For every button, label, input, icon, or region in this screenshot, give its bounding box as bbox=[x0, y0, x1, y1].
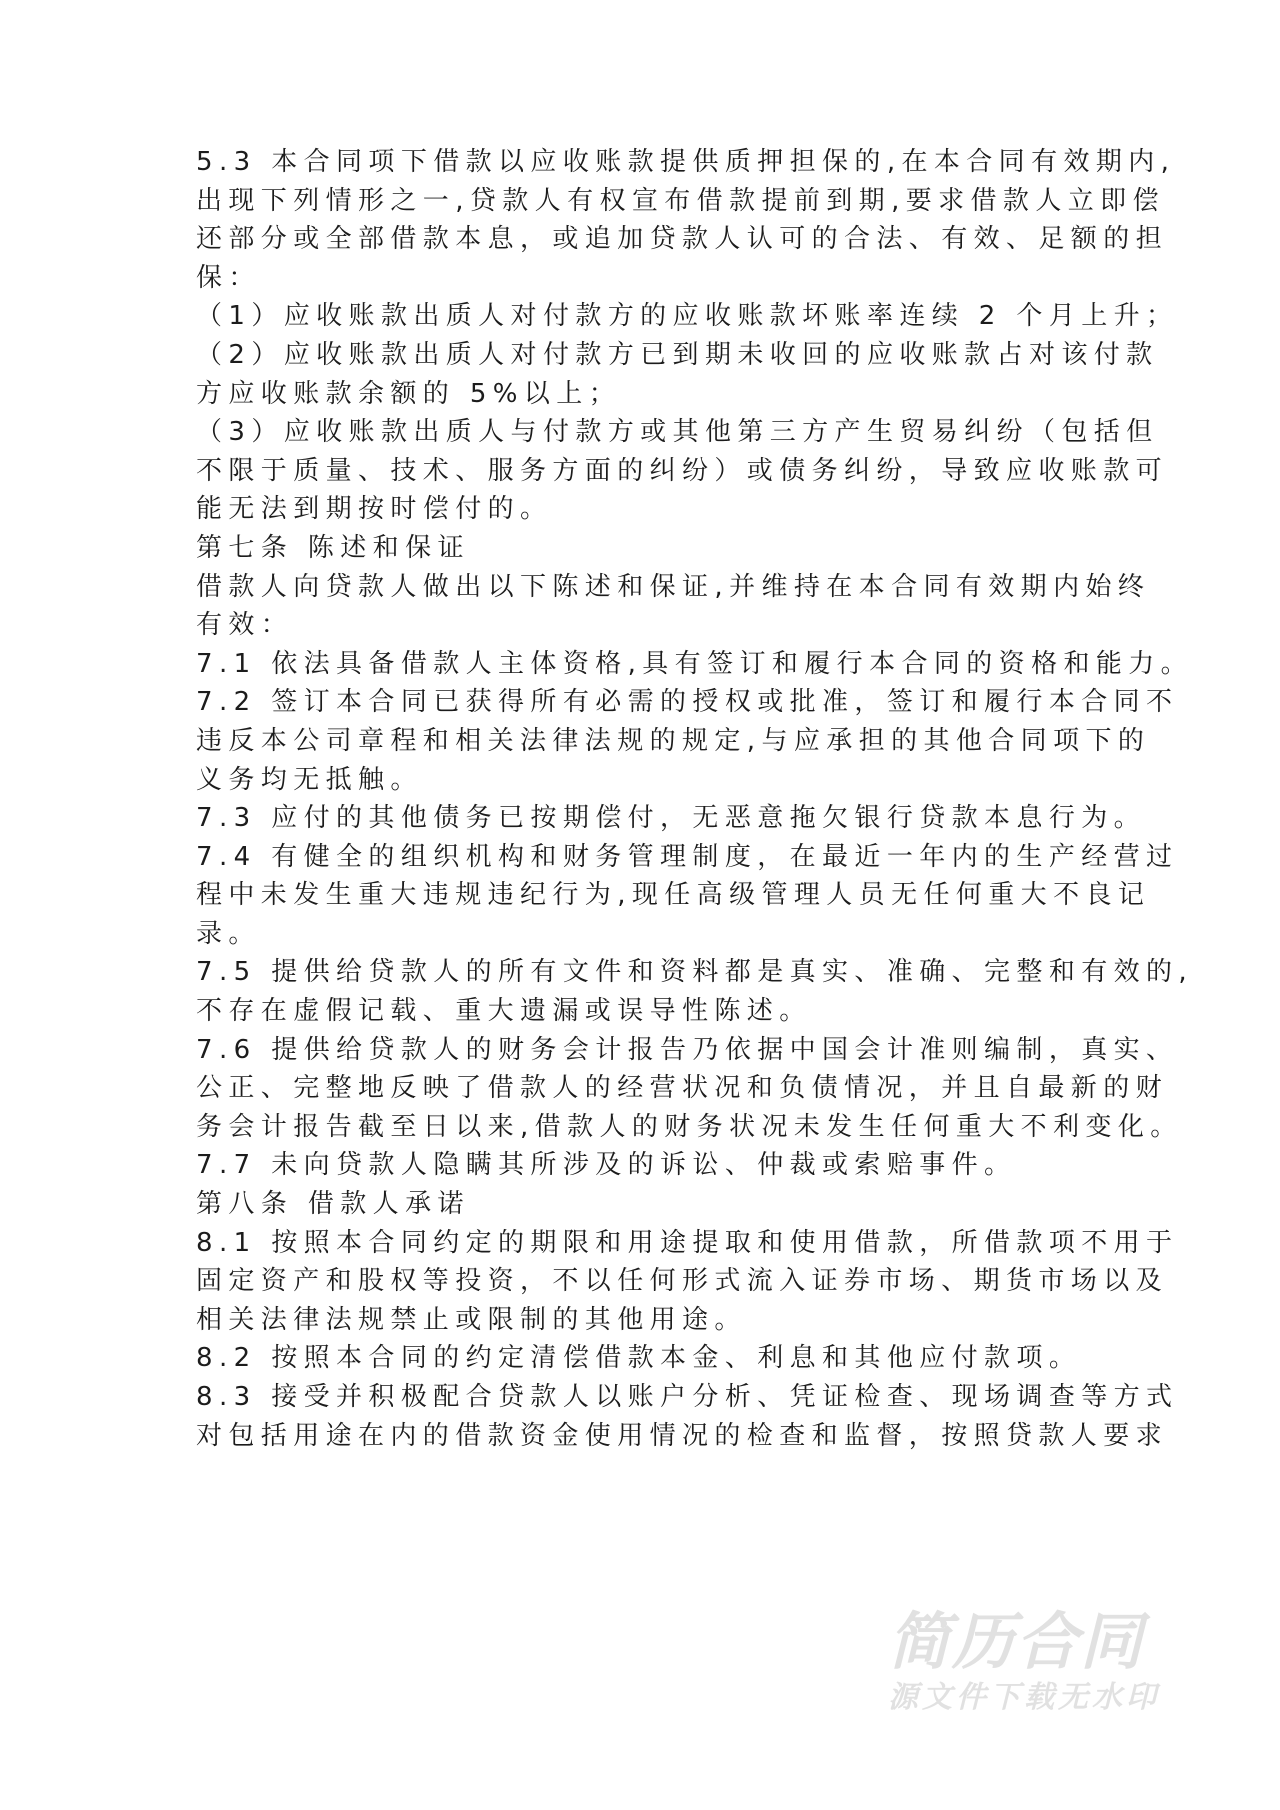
clause-7-3: 7.3 应付的其他债务已按期偿付，无恶意拖欠银行贷款本息行为。 bbox=[196, 803, 1147, 834]
clause-8-3-line-2: 对包括用途在内的借款资金使用情况的检查和监督，按照贷款人要求 bbox=[196, 1420, 1169, 1451]
document-body bbox=[196, 143, 1194, 1455]
article-7-heading: 第七条 陈述和保证 bbox=[196, 532, 470, 563]
condition-3-line-3: 能无法到期按时偿付的。 bbox=[196, 494, 553, 525]
clause-7-1: 7.1 依法具备借款人主体资格,具有签订和履行本合同的资格和能力。 bbox=[196, 648, 1194, 679]
clause-7-2-line-2: 违反本公司章程和相关法律法规的规定,与应承担的其他合同项下的 bbox=[196, 725, 1151, 756]
clause-5-3-line-4: 保： bbox=[196, 262, 261, 293]
clause-7-4-line-1: 7.4 有健全的组织机构和财务管理制度，在最近一年内的生产经营过 bbox=[196, 841, 1179, 872]
clause-5-3-line-1: 5.3 本合同项下借款以应收账款提供质押担保的,在本合同有效期内, bbox=[196, 147, 1176, 177]
watermark-title: 简历合同 bbox=[888, 1605, 1145, 1678]
clause-7-4-line-3: 录。 bbox=[196, 918, 261, 949]
clause-8-1-line-1: 8.1 按照本合同约定的期限和用途提取和使用借款，所借款项不用于 bbox=[196, 1227, 1179, 1258]
condition-3-line-2: 不限于质量、技术、服务方面的纠纷）或债务纠纷，导致应收账款可 bbox=[196, 455, 1169, 486]
clause-7-5-line-2: 不存在虚假记载、重大遗漏或误导性陈述。 bbox=[196, 996, 812, 1027]
clause-7-2-line-3: 义务均无抵触。 bbox=[196, 764, 423, 795]
clause-8-1-line-2: 固定资产和股权等投资，不以任何形式流入证券市场、期货市场以及 bbox=[196, 1266, 1169, 1297]
clause-7-6-line-3: 务会计报告截至日以来,借款人的财务状况未发生任何重大不利变化。 bbox=[196, 1111, 1183, 1142]
clause-8-2: 8.2 按照本合同的约定清偿借款本金、利息和其他应付款项。 bbox=[196, 1343, 1082, 1374]
condition-3-line-1: （3）应收账款出质人与付款方或其他第三方产生贸易纠纷（包括但 bbox=[196, 417, 1159, 448]
article-7-intro-line-2: 有效： bbox=[196, 610, 294, 641]
clause-7-7: 7.7 未向贷款人隐瞒其所涉及的诉讼、仲裁或索赔事件。 bbox=[196, 1150, 1017, 1181]
watermark-subtitle: 源文件下载无水印 bbox=[888, 1680, 1160, 1715]
condition-2-line-2: 方应收账款余额的 5%以上； bbox=[196, 378, 622, 409]
clause-5-3-line-2: 出现下列情形之一,贷款人有权宣布借款提前到期,要求借款人立即偿 bbox=[196, 185, 1165, 216]
article-8-heading: 第八条 借款人承诺 bbox=[196, 1189, 470, 1220]
clause-7-6-line-2: 公正、完整地反映了借款人的经营状况和负债情况，并且自最新的财 bbox=[196, 1073, 1169, 1104]
clause-8-3-line-1: 8.3 接受并积极配合贷款人以账户分析、凭证检查、现场调查等方式 bbox=[196, 1382, 1179, 1412]
condition-1: （1）应收账款出质人对付款方的应收账款坏账率连续 2 个月上升； bbox=[196, 301, 1179, 332]
clause-7-6-line-1: 7.6 提供给贷款人的财务会计报告乃依据中国会计准则编制，真实、 bbox=[196, 1034, 1179, 1065]
condition-2-line-1: （2）应收账款出质人对付款方已到期未收回的应收账款占对该付款 bbox=[196, 339, 1159, 370]
clause-7-2-line-1: 7.2 签订本合同已获得所有必需的授权或批准，签订和履行本合同不 bbox=[196, 687, 1179, 718]
clause-7-4-line-2: 程中未发生重大违规违纪行为,现任高级管理人员无任何重大不良记 bbox=[196, 880, 1151, 911]
clause-7-5-line-1: 7.5 提供给贷款人的所有文件和资料都是真实、准确、完整和有效的, bbox=[196, 957, 1194, 988]
clause-8-1-line-3: 相关法律法规禁止或限制的其他用途。 bbox=[196, 1304, 747, 1335]
article-7-intro-line-1: 借款人向贷款人做出以下陈述和保证,并维持在本合同有效期内始终 bbox=[196, 571, 1151, 602]
clause-5-3-line-3: 还部分或全部借款本息，或追加贷款人认可的合法、有效、足额的担 bbox=[196, 224, 1169, 255]
